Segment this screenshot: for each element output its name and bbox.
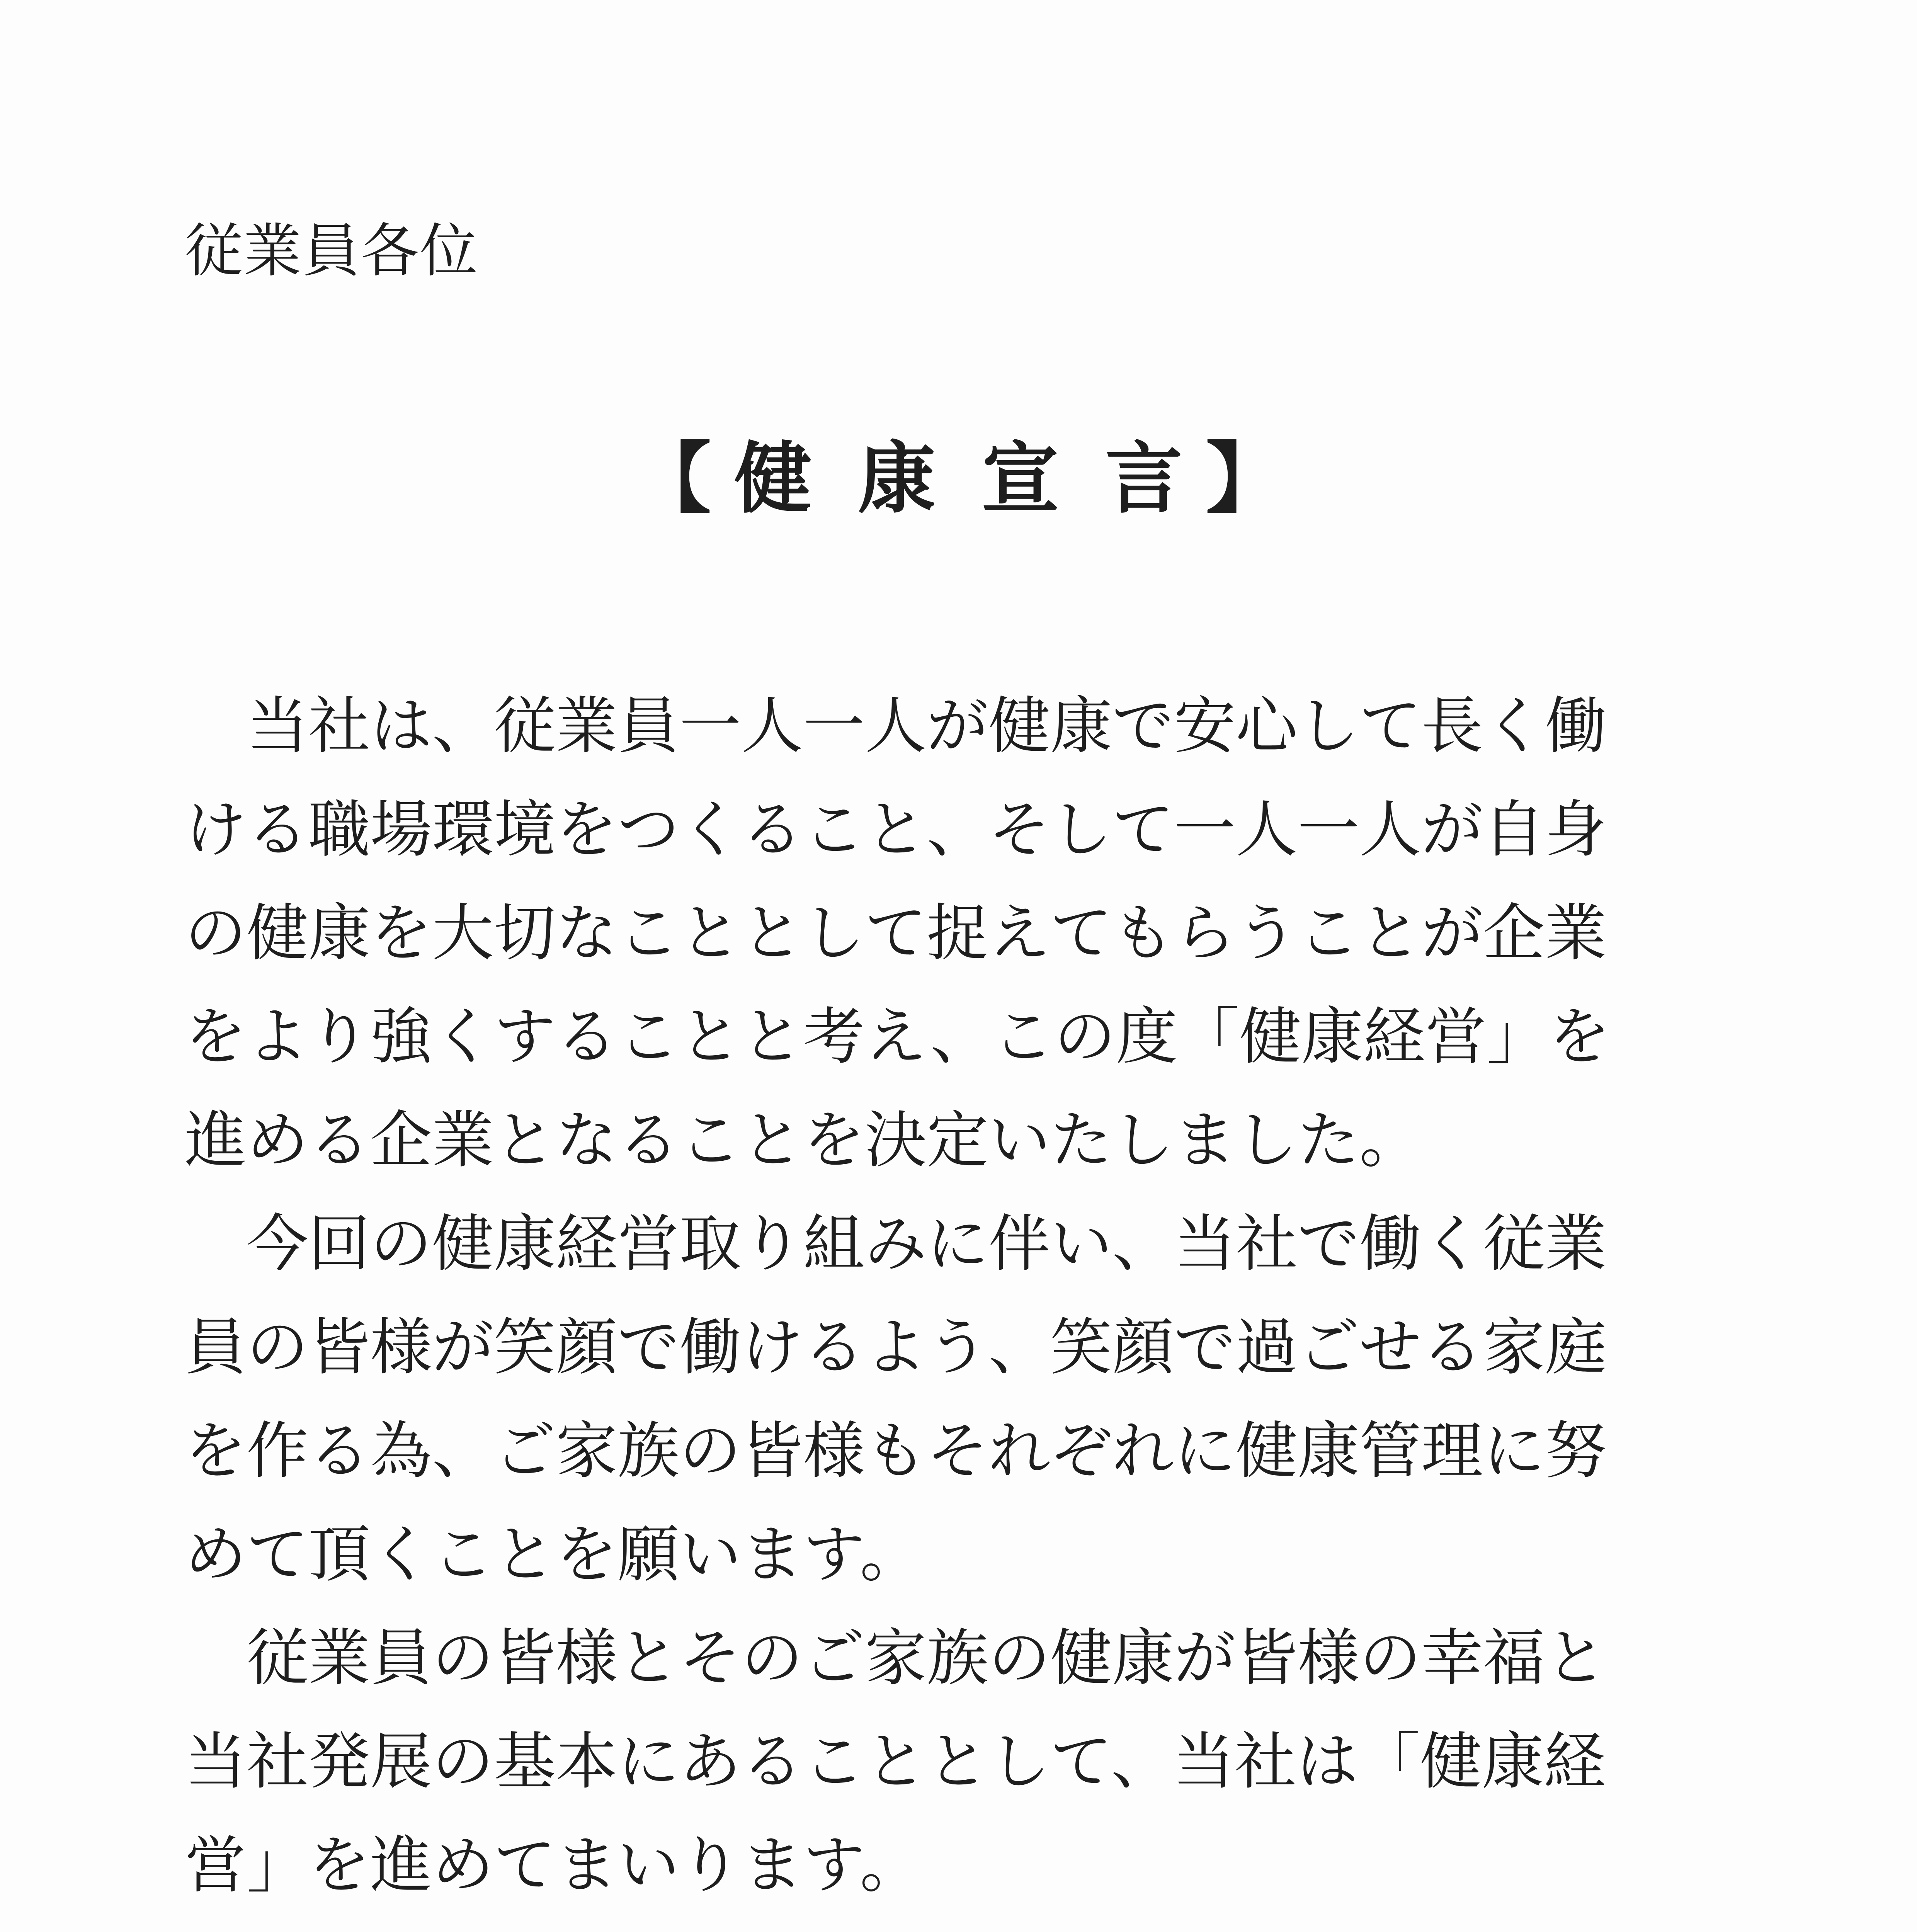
title-bracket-close: 】 (1206, 434, 1283, 524)
title-bracket-open: 【 (634, 434, 711, 524)
body-line: 進める企業となることを決定いたしました。 (185, 1104, 1422, 1176)
body-line: 当社は、従業員一人一人が健康で安心して長く働 (247, 690, 1607, 762)
body-line: の健康を大切なこととして捉えてもらうことが企業 (185, 897, 1607, 969)
body-line: 当社発展の基本にあることとして、当社は「健康経 (185, 1725, 1606, 1798)
body-line: ける職場環境をつくること、そして一人一人が自身 (185, 793, 1607, 866)
body-line: 員の皆様が笑顔で働けるよう、笑顔で過ごせる家庭 (185, 1311, 1607, 1383)
title-text: 健康宣言 (734, 434, 1229, 524)
body-line: 営」を進めてまいります。 (185, 1829, 922, 1901)
addressee: 従業員各位 (185, 218, 479, 285)
document-title (0, 425, 1917, 533)
body-line: を作る為、ご家族の皆様もそれぞれに健康管理に努 (185, 1415, 1607, 1487)
declaration-body (185, 674, 1692, 1917)
body-line: めて頂くことを願います。 (185, 1518, 922, 1590)
body-line: 従業員の皆様とそのご家族の健康が皆様の幸福と (247, 1622, 1607, 1694)
body-line: をより強くすることと考え、この度「健康経営」を (185, 1000, 1611, 1073)
body-line: 今回の健康経営取り組みに伴い、当社で働く従業 (247, 1208, 1607, 1280)
